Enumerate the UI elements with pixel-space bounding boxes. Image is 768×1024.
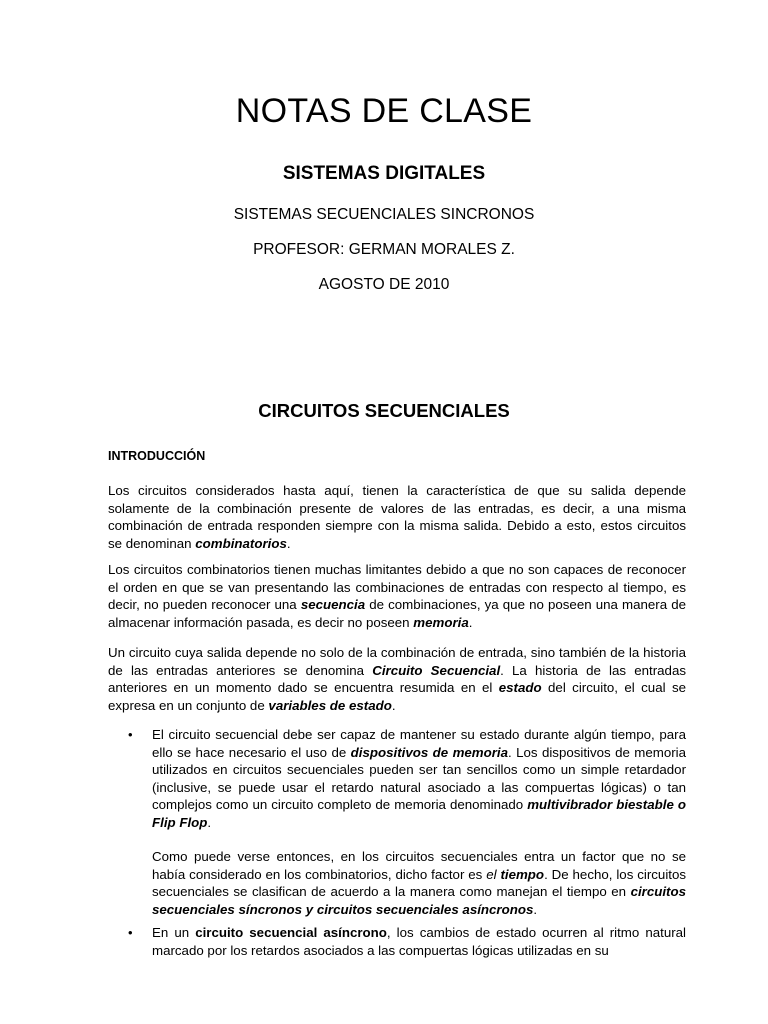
bullet-1-paragraph-2-text: Como puede verse entonces, en los circuitos secuenciales entra un factor que no se había considerado en los combinatorios, dicho factor es: [152, 849, 686, 882]
emphasis-secuencia: secuencia: [300, 597, 366, 612]
professor-line: PROFESOR: GERMAN MORALES Z.: [253, 241, 515, 258]
subject-title: SISTEMAS DIGITALES: [282, 163, 486, 184]
paragraph-2-text-2: de combinaciones, ya que no poseen una manera de almacenar información pasada, es decir no poseen: [108, 597, 686, 630]
emphasis-dispositivos-de-memoria: dispositivos de memoria: [350, 744, 508, 760]
bullet-1-text: El circuito secuencial debe ser capaz de mantener su estado durante algún tiempo, para ello se hace necesario el uso de: [152, 727, 686, 760]
bullet-item-asincrono: [108, 924, 686, 959]
emphasis-tiempo: tiempo: [500, 866, 545, 882]
paragraph-3-end: .: [391, 697, 396, 713]
emphasis-memoria: memoria: [413, 614, 469, 630]
paragraph-1-text: Los circuitos considerados hasta aquí, tienen la característica de que su salida depende solamente de la combinación presente de valores de las entradas, es decir, a una misma combinación de entrada responden siempre con la misma salida. Debido a esto, estos circuitos se denominan: [108, 483, 686, 551]
bullet-1-text-2: . Los dispositivos de memoria utilizados en circuitos secuenciales pueden ser tan sencillos como un simple retardador (inclusive, se puede usar el retardo natural asociado a las compuertas lógicas) o tan complejos como un circuito completo de memoria denominado: [152, 744, 686, 812]
paragraph-3-text: Un circuito cuya salida depende no solo de la combinación de entrada, sino también de la historia de las entradas anteriores se denomina: [108, 645, 686, 678]
bullet-icon: •: [128, 925, 133, 940]
bullet-icon: •: [128, 727, 133, 742]
emphasis-circuito-secuencial: Circuito Secuencial: [372, 662, 501, 678]
paragraph-2-end: .: [468, 614, 473, 630]
emphasis-combinatorios: combinatorios: [195, 535, 287, 551]
paragraph-2-text: Los circuitos combinatorios tienen muchas limitantes debido a que no son capaces de reconocer el orden en que se van presentando las combinaciones de entradas con respecto al tiempo, es decir, no pueden reconocer una: [108, 562, 686, 612]
emphasis-variables-de-estado: variables de estado: [268, 697, 392, 713]
paragraph-1: [108, 482, 686, 552]
topic-line: SISTEMAS SECUENCIALES SINCRONOS: [233, 206, 535, 223]
paragraph-3-text-3: del circuito, el cual se expresa en un conjunto de: [108, 680, 686, 713]
bullet-2-text-2: , los cambios de estado ocurren al ritmo natural marcado por los retardos asociados a las compuertas lógicas utilizadas en su: [152, 925, 686, 958]
emphasis-flip-flop: multivibrador biestable o Flip Flop: [152, 797, 686, 830]
italic-el: el: [486, 866, 501, 882]
paragraph-2: [108, 561, 686, 631]
bullet-item-body: [152, 726, 686, 918]
document-title: NOTAS DE CLASE: [235, 92, 533, 130]
paragraph-1-end: .: [286, 535, 291, 551]
bullet-1-paragraph-2-text-2: . De hecho, los circuitos secuenciales se clasifican de acuerdo a la manera como manejan el tiempo en: [152, 866, 687, 899]
paragraph-3: [108, 644, 686, 714]
bold-circuito-secuencial-asincrono: circuito secuencial asíncrono: [195, 925, 387, 940]
emphasis-estado: estado: [498, 680, 542, 695]
bullet-1-end: .: [207, 814, 212, 830]
date-line: AGOSTO DE 2010: [318, 276, 450, 293]
bullet-item-body: [152, 924, 686, 959]
bullet-1-paragraph-2-end: .: [533, 901, 538, 917]
intro-heading: INTRODUCCIÓN: [108, 449, 206, 463]
bullet-2-text: En un: [152, 925, 196, 940]
section-title: CIRCUITOS SECUENCIALES: [258, 400, 510, 421]
paragraph-3-text-2: . La historia de las entradas anteriores en un momento dado se encuentra resumida en el: [108, 662, 686, 695]
bullet-item-memory: [108, 726, 686, 918]
emphasis-sincronos-asincronos: circuitos secuenciales síncronos y circuitos secuenciales asíncronos: [152, 884, 686, 917]
